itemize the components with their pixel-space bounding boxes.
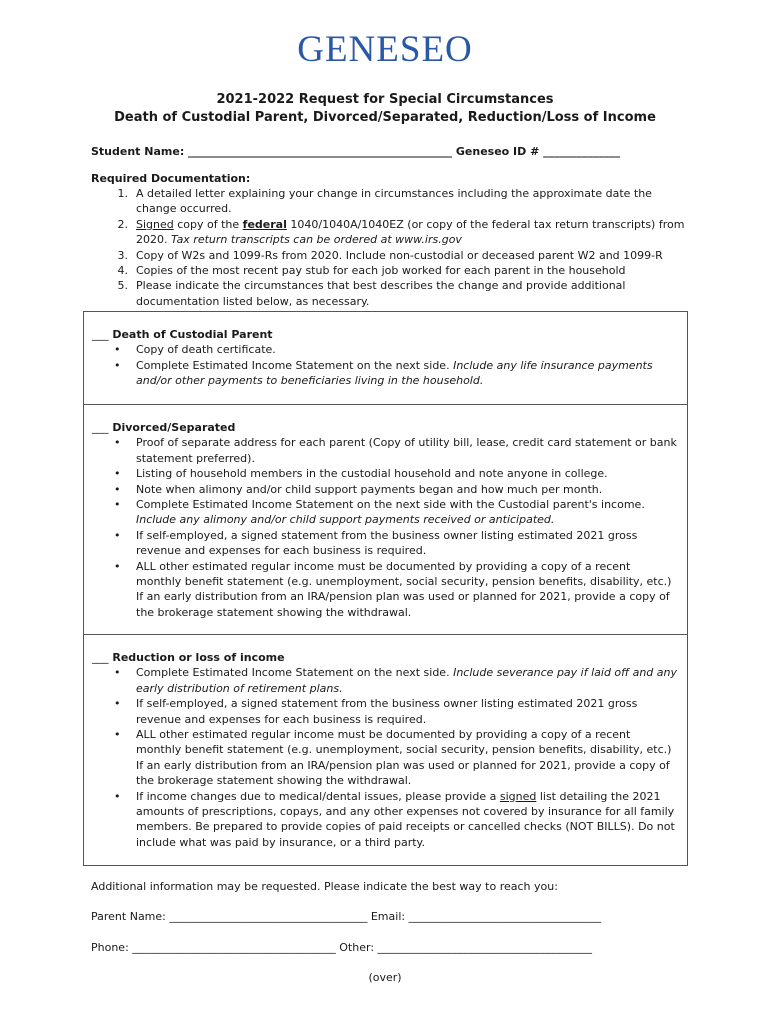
death-of-custodial-parent-section xyxy=(83,311,688,405)
form-subtitle: Death of Custodial Parent, Divorced/Separated, Reduction/Loss of Income xyxy=(114,110,656,125)
list-item: • Complete Estimated Income Statement on the next side. Include any life insurance payments and/or other payments to beneficiaries living in the household. xyxy=(114,358,653,388)
list-item: • ALL other estimated regular income must be documented by providing a copy of a recent monthly benefit statement (e.g. unemployment, social security, pension benefits, disability, etc.) If an early distribution from an IRA/pension plan was used or planned for 2021, provide a copy of the brokerage statement showing the withdrawal. xyxy=(114,559,672,619)
list-item: • ALL other estimated regular income must be documented by providing a copy of a recent monthly benefit statement (e.g. unemployment, social security, pension benefits, disability, etc.) If an early distribution from an IRA/pension plan was used or planned for 2021, provide a copy of the brokerage statement showing the withdrawal. xyxy=(114,728,672,788)
required-documentation-heading: Required Documentation: xyxy=(91,172,251,185)
form-title: 2021-2022 Request for Special Circumstances xyxy=(216,92,554,107)
student-name-id-line[interactable]: Student Name: ________________________________________________ Geneseo ID # ______________ xyxy=(91,145,621,158)
list-item: • Note when alimony and/or child support payments began and how much per month. xyxy=(114,482,603,496)
list-item: • If self-employed, a signed statement from the business owner listing estimated 2021 gross revenue and expenses for each business is required. xyxy=(114,528,638,558)
list-item: • Copy of death certificate. xyxy=(114,343,276,357)
list-item: • If income changes due to medical/dental issues, please provide a signed list detailing the 2021 amounts of prescriptions, copays, and any other expenses not covered by insurance for all family members. Be prepared to provide copies of paid receipts or cancelled checks (NOT BILLS). Do not include what was paid by insurance, or a third party. xyxy=(114,789,675,849)
list-item: • If self-employed, a signed statement from the business owner listing estimated 2021 gross revenue and expenses for each business is required. xyxy=(114,697,638,726)
section-heading[interactable]: ___ Divorced/Separated xyxy=(92,421,236,434)
geneseo-logo: GENESEO xyxy=(297,29,473,70)
list-item: • Proof of separate address for each parent (Copy of utility bill, lease, credit card statement or bank statement preferred). xyxy=(114,436,677,465)
parent-name-email-line[interactable]: Parent Name: ____________________________________ Email: ___________________________________ xyxy=(91,910,602,923)
list-item: • Complete Estimated Income Statement on the next side. Include severance pay if laid off and any early distribution of retirement plans. xyxy=(114,666,678,695)
over-note: (over) xyxy=(368,971,402,984)
divorced-separated-section xyxy=(83,404,688,635)
list-item: • Complete Estimated Income Statement on the next side with the Custodial parent's income. Include any alimony and/or child support payments received or anticipated. xyxy=(114,498,645,527)
list-item: 1. A detailed letter explaining your change in circumstances including the approximate date the change occurred. xyxy=(117,187,652,216)
section-heading[interactable]: ___ Reduction or loss of income xyxy=(92,651,285,664)
list-item: • Listing of household members in the custodial household and note anyone in college. xyxy=(114,467,608,481)
phone-other-line[interactable]: Phone: _____________________________________ Other: _______________________________________ xyxy=(91,941,593,954)
required-documentation-list xyxy=(106,186,686,309)
section-heading[interactable]: ___ Death of Custodial Parent xyxy=(92,328,273,341)
list-item: 5. Please indicate the circumstances that best describes the change and provide additional documentation listed below, as necessary. xyxy=(117,279,626,308)
list-item: 2. Signed copy of the federal 1040/1040A/1040EZ (or copy of the federal tax return transcripts) from 2020. Tax return transcripts can be ordered at www.irs.gov xyxy=(117,217,685,247)
additional-info-text: Additional information may be requested. Please indicate the best way to reach you: xyxy=(91,880,558,893)
list-item: 4. Copies of the most recent pay stub for each job worked for each parent in the household xyxy=(117,264,626,278)
reduction-loss-of-income-section xyxy=(83,634,688,866)
list-item: 3. Copy of W2s and 1099-Rs from 2020. Include non-custodial or deceased parent W2 and 1099-R xyxy=(117,248,663,262)
